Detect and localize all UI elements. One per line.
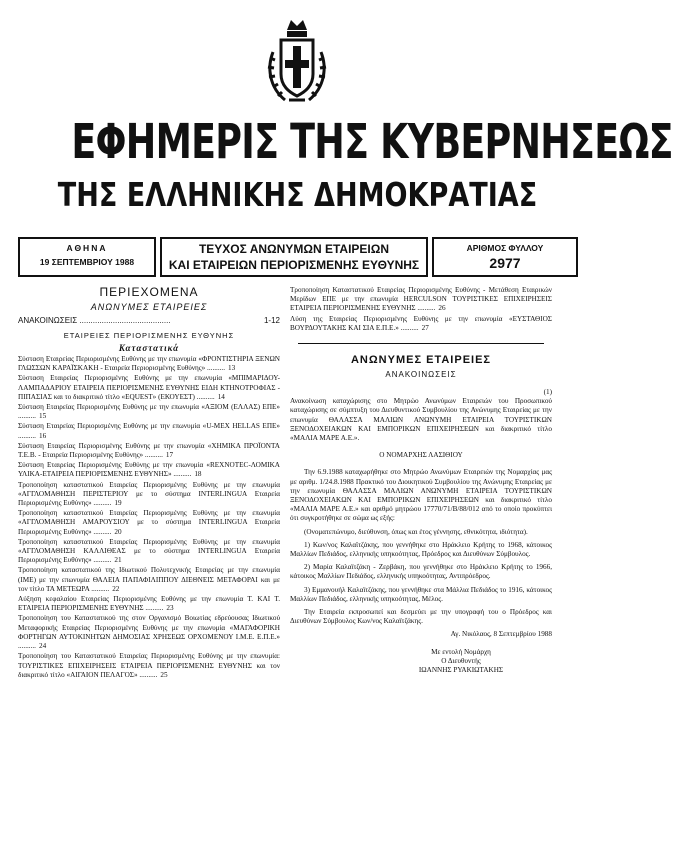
- toc-entry: [290, 315, 552, 333]
- toc-entry-text: Λύση της Εταιρείας Περιορισμένης Ευθύνης με την επωνυμία «ΕΥΣΤΑΘΙΟΣ ΒΟΥΡΔΟΥΤΑΚΗΣ ΚΑΙ ΣΙΑ Ε.Π.Ε.» ..........: [290, 314, 552, 332]
- toc-entry-text: Αύξηση κεφαλαίου Εταιρείας Περιορισμένης Ευθύνης με την επωνυμία Τ. ΚΑΙ Τ. ΕΤΑΙΡΕΙΑ ΠΕΡΙΟΡΙΣΜΕΝΗΣ ΕΥΘΥΝΗΣ ..........: [18, 595, 280, 613]
- toc-entry-page: 24: [38, 642, 47, 651]
- signatory-name: ΙΩΑΝΝΗΣ ΡΥΑΚΙΩΤΑΚΗΣ: [418, 666, 504, 675]
- announcement-paragraph: (Ονοματεπώνυμο, διεύθυνση, όπως και έτος γέννησης, εθνικότητα, ιδιότητα).: [304, 527, 528, 536]
- toc-entry: [18, 403, 280, 421]
- announcement-paragraph: 3) Εμμανουήλ Καλαϊτζάκης, που γεννήθηκε στα Μάλλια Πεδιάδος το 1916, κάτοικος Μαλλίων Πεδιάδος, ελληνικής υπηκοότητας, Μέλος.: [290, 585, 552, 603]
- toc-entry-page: 15: [38, 412, 47, 421]
- toc-entry-text: Σύσταση Εταιρείας Περιορισμένης Ευθύνης με την επωνυμία «REXNOTEC-ΛΟΜΙΚΑ ΥΛΙΚΑ-ΕΤΑΙΡΕΙΑ ΠΕΡΙΟΡΙΣΜΕΝΗΣ ΕΥΘΥΝΗΣ» ..........: [18, 461, 280, 479]
- toc-entry-text: Σύσταση Εταιρείας Περιορισμένης Ευθύνης με την επωνυμία «ΦΡΟΝΤΙΣΤΗΡΙΑ ΞΕΝΩΝ ΓΛΩΣΣΩΝ ΚΑΡΑΪΣΚΑΚΗ - Εταιρεία Περιορισμένης Ευθύνης» ..........: [18, 355, 280, 373]
- announcement-body: [290, 468, 552, 626]
- announcement-paragraph: 1) Κων/νος Καλαϊτζάκης, που γεννήθηκε στο Ηράκλειο Κρήτης το 1968, κάτοικος Μαλλίων Πεδιάδος, ελληνικής υπηκοότητας, Πρόεδρος και Διευθύνων Σύμβουλος.: [290, 540, 552, 559]
- main-column: [290, 286, 552, 675]
- toc-entry-page: 23: [166, 604, 174, 613]
- toc-entry-text: Σύσταση Εταιρείας Περιορισμένης Ευθύνης με την επωνυμία «U-MEX HELLAS ΕΠΕ» ..........: [18, 422, 280, 440]
- toc-entry: [18, 595, 280, 613]
- toc-entry-page: 13: [228, 364, 236, 373]
- toc-entry: [18, 422, 280, 440]
- toc-entry-text: Τροποποίηση του Καταστατικού Εταιρείας Περιορισμένης Ευθύνης με την επωνυμία: ΤΟΥΡΙΣΤΙΚΕΣ ΕΠΙΧΕΙΡΗΣΕΙΣ ΕΤΑΙΡΕΙΑ ΠΕΡΙΟΡΙΣΜΕΝΗΣ ΕΥΘΥΝΗΣ και τον διακριτικό τίτλο «ΑΙΓΑΙΟΝ ΠΕΛΑΓΟΣ» ..........: [18, 652, 280, 679]
- toc-entry-text: Τροποποίηση του Καταστατικού της στον Οργανισμό Βοιωτίας εδρεύουσας Ιδιωτικού Μεταφορικής Εταιρείας Περιορισμένης Ευθύνης με την επωνυμία «ΜΑΓΑΦΟΡΙΚΗ ΦΟΡΤΗΓΩΝ ΑΥΤΟΚΙΝΗΤΩΝ ΔΗΜΟΣΙΑΣ ΧΡΗΣΕΩΣ ΟΡΧΟΜΕΝΟΥ Ι.Μ.Ε. Ε.Π.Ε.» ..........: [18, 614, 280, 651]
- sheet-number-label: ΑΡΙΘΜΟΣ ΦΥΛΛΟΥ: [466, 243, 544, 253]
- announcement-intro: Ανακοίνωση καταχώρισης στο Μητρώο Ανωνύμων Εταιρειών του Προσωπικού καταχώρισης σε σύμπτυξη του Διευθυντικού Συμβουλίου της Ανώνυμης Εταιρείας με την επωνυμία ΘΑΛΑΣΣΑ ΜΑΛΙΩΝ ΑΝΩΝΥΜΗ ΕΤΑΙΡΕΙΑ ΤΟΥΡΙΣΤΙΚΩΝ ΞΕΝΟΔΟΧΕΙΑΚΩΝ ΚΑΙ ΕΜΠΟΡΙΚΩΝ ΕΠΙΧΕΙΡΗΣΕΩΝ και διακριτικό τίτλο «ΜΑΛΙΑ ΜΑΡΕ Α.Ε.».: [290, 397, 552, 443]
- coat-of-arms-emblem: [265, 12, 329, 112]
- toc-entry-text: Τροποποίηση καταστατικού Εταιρείας Περιορισμένης Ευθύνης με την επωνυμία «ΑΓΓΛΟΜΑΘΗΣΗ ΑΜΑΡΟΥΣΙΟΥ με το σύστημα INTERLINGUA Εταιρεία Περιορισμένης Ευθύνης» ..........: [18, 509, 280, 536]
- place-date: Αγ. Νικόλαος, 8 Σεπτεμβρίου 1988: [450, 630, 552, 639]
- authority-heading: Ο ΝΟΜΑΡΧΗΣ ΛΑΣΙΘΙΟΥ: [379, 451, 463, 460]
- toc-entry-page: 20: [114, 527, 122, 536]
- toc-entry: [18, 442, 280, 460]
- issue-type-box: [160, 237, 428, 277]
- toc-sa-heading: ΑΝΩΝΥΜΕΣ ΕΤΑΙΡΕΙΕΣ: [90, 302, 208, 312]
- announcement-paragraph: Την Εταιρεία εκπροσωπεί και δεσμεύει με την υπογραφή του ο Πρόεδρος και Διευθύνων Σύμβουλος Κων/νος Καλαϊτζάκης.: [290, 608, 552, 626]
- section-heading: ΑΝΩΝΥΜΕΣ ΕΤΑΙΡΕΙΕΣ: [350, 354, 492, 367]
- toc-entry-page: 19: [114, 499, 122, 508]
- masthead-subtitle: ΤΗΣ ΕΛΛΗΝΙΚΗΣ ΔΗΜΟΚΡΑΤΙΑΣ: [57, 175, 538, 214]
- toc-entry-page: 18: [194, 470, 202, 479]
- toc-entry-page: 16: [38, 431, 47, 440]
- toc-entry: [18, 509, 280, 537]
- masthead-title: ΕΦΗΜΕΡΙΣ ΤΗΣ ΚΥΒΕΡΝΗΣΕΩΣ: [71, 114, 673, 170]
- issue-date: 19 ΣΕΠΤΕΜΒΡΙΟΥ 1988: [39, 257, 135, 267]
- toc-entry-page: 27: [421, 323, 429, 332]
- toc-list: [18, 355, 280, 680]
- toc-entry-page: 25: [160, 670, 168, 679]
- toc-entry-page: 22: [112, 584, 120, 593]
- announcements-subheading: ΑΝΑΚΟΙΝΩΣΕΙΣ: [385, 370, 457, 380]
- toc-entry: [18, 461, 280, 479]
- city-label: ΑΘΗΝΑ: [66, 243, 108, 253]
- toc-entry-page: 14: [217, 392, 225, 401]
- toc-entry: [18, 355, 280, 373]
- toc-entry-page: 26: [438, 304, 446, 313]
- issue-type-line1: ΤΕΥΧΟΣ ΑΝΩΝΥΜΩΝ ΕΤΑΙΡΕΙΩΝ: [198, 242, 390, 256]
- signature-line-1: Με εντολή Νομάρχη: [431, 647, 491, 656]
- announcement-paragraph: 2) Μαρία Καλαϊτζάκη - Ζερβάκη, που γεννήθηκε στο Ηράκλειο Κρήτης το 1966, κάτοικος Μαλλίων Πεδιάδος, ελληνικής υπηκοότητας, Αντιπρόεδρος.: [290, 563, 552, 581]
- toc-entry-text: Τροποποίηση καταστατικού Εταιρείας Περιορισμένης Ευθύνης με την επωνυμία «ΑΓΓΛΟΜΑΘΗΣΗ ΚΑΛΛΙΘΕΑΣ με το σύστημα INTERLINGUA Εταιρεία Περιορισμένης Ευθύνης» ..........: [18, 537, 280, 565]
- item-number: (1): [543, 388, 552, 397]
- sheet-number: 2977: [489, 255, 521, 271]
- toc-entry-text: Τροποποίηση Καταστατικού Εταιρείας Περιορισμένης Ευθύνης - Μετάθεση Εταιρικών Μερίδων ΕΠΕ με την επωνυμία HERCULSON ΤΟΥΡΙΣΤΙΚΕΣ ΕΠΙΧΕΙΡΗΣΕΙΣ ΕΤΑΙΡΕΙΑ ΠΕΡΙΟΡΙΣΜΕΝΗΣ ΕΥΘΥΝΗΣ ..........: [290, 286, 552, 313]
- toc-announcements-label: ΑΝΑΚΟΙΝΩΣΕΙΣ .........................................: [18, 316, 171, 325]
- toc-ltd-heading: ΕΤΑΙΡΕΙΕΣ ΠΕΡΙΟΡΙΣΜΕΝΗΣ ΕΥΘΥΝΗΣ: [63, 331, 235, 340]
- toc-right-list: [290, 286, 552, 333]
- toc-entry-text: Σύσταση Εταιρείας Περιορισμένης Ευθύνης με την επωνυμία «ΑΞΙΟΜ (ΕΛΛΑΣ) ΕΠΕ» ..........: [18, 403, 280, 421]
- toc-entry-text: Τροποποίηση καταστατικού της Ιδιωτικού Πολυτεχνικής Εταιρείας με την επωνυμία (ΙΜΕ) με την επωνυμία ΘΑΛΕΙΑ ΠΑΠΑΦΙΛΙΠΠΟΥ ΔΙΕΘΝΕΙΣ ΜΕΤΑΦΟΡΑΙ και με τον τίτλο ΤΑ ΜΕΤΕΩΡΑ ..........: [18, 566, 280, 593]
- toc-entry: [18, 566, 280, 594]
- toc-announcements: [18, 314, 280, 328]
- sheet-number-box: [432, 237, 578, 277]
- toc-entry: [18, 614, 280, 651]
- place-date-box: [18, 237, 156, 277]
- toc-statutes-heading: Καταστατικά: [118, 343, 180, 353]
- toc-entry: [290, 286, 552, 314]
- toc-entry-page: 21: [114, 556, 122, 565]
- toc-column: [18, 284, 280, 681]
- issue-type-line2: ΚΑΙ ΕΤΑΙΡΕΙΩΝ ΠΕΡΙΟΡΙΣΜΕΝΗΣ ΕΥΘΥΝΗΣ: [168, 258, 420, 272]
- toc-entry-text: Σύσταση Εταιρείας Περιορισμένης Ευθύνης με την επωνυμία «ΧΗΜΙΚΑ ΠΡΟΪΟΝΤΑ Τ.Ε.Β. - Εταιρεία Περιορισμένης Ευθύνης» ..........: [18, 441, 280, 460]
- announcement-paragraph: Την 6.9.1988 καταχωρήθηκε στο Μητρώο Ανωνύμων Εταιρειών της Νομαρχίας μας με αριθμ. 1/24.8.1988 Πρακτικό του Διοικητικού Συμβουλίου της Ανώνυμης Εταιρείας με την επωνυμία ΘΑΛΑΣΣΑ ΜΑΛΙΩΝ ΑΝΩΝΥΜΗ ΕΤΑΙΡΕΙΑ ΤΟΥΡΙΣΤΙΚΩΝ ΞΕΝΟΔΟΧΕΙΑΚΩΝ ΚΑΙ ΕΜΠΟΡΙΚΩΝ ΕΠΙΧΕΙΡΗΣΕΩΝ και διακριτικό τίτλο «ΜΑΛΙΑ ΜΑΡΕ Α.Ε.» και αριθμό μητρώου 17770/71/Β/88/012 από το οποίο προκύπτει ότι συγκροτήθηκε σε σώμα ως εξής:: [290, 468, 552, 523]
- signature-line-2: Ο Διευθυντής: [441, 656, 481, 665]
- toc-heading: ΠΕΡΙΕΧΟΜΕΝΑ: [99, 285, 199, 299]
- toc-announcements-page: 1-12: [263, 316, 280, 325]
- signature-block: [370, 648, 552, 676]
- divider-line: [298, 343, 544, 344]
- toc-entry: [18, 374, 280, 402]
- toc-entry-text: Σύσταση Εταιρείας Περιορισμένης Ευθύνης με την επωνυμία «ΜΠΙΜΑΡΙΔΟΥ-ΛΑΜΠΑΔΑΡΙΟΥ ΕΤΑΙΡΕΙΑ ΠΕΡΙΟΡΙΣΜΕΝΗΣ ΕΥΘΥΝΗΣ ΕΙΔΗ ΚΤΗΝΟΤΡΟΦΙΑΣ - ΠΙΠΑΣΙΑΣ και το διακριτικό τίτλο «EQUEST» (ΕΚΟΥΕΣΤ) ..........: [18, 374, 280, 401]
- toc-entry-page: 17: [165, 451, 174, 460]
- toc-entry: [18, 481, 280, 509]
- toc-entry: [18, 538, 280, 566]
- toc-entry: [18, 652, 280, 680]
- toc-entry-text: Τροποποίηση καταστατικού Εταιρείας Περιορισμένης Ευθύνης με την επωνυμία «ΑΓΓΛΟΜΑΘΗΣΗ ΠΕΡΙΣΤΕΡΙΟΥ με το σύστημα INTERLINGUA Εταιρεία Περιορισμένης Ευθύνης» ..........: [18, 480, 280, 508]
